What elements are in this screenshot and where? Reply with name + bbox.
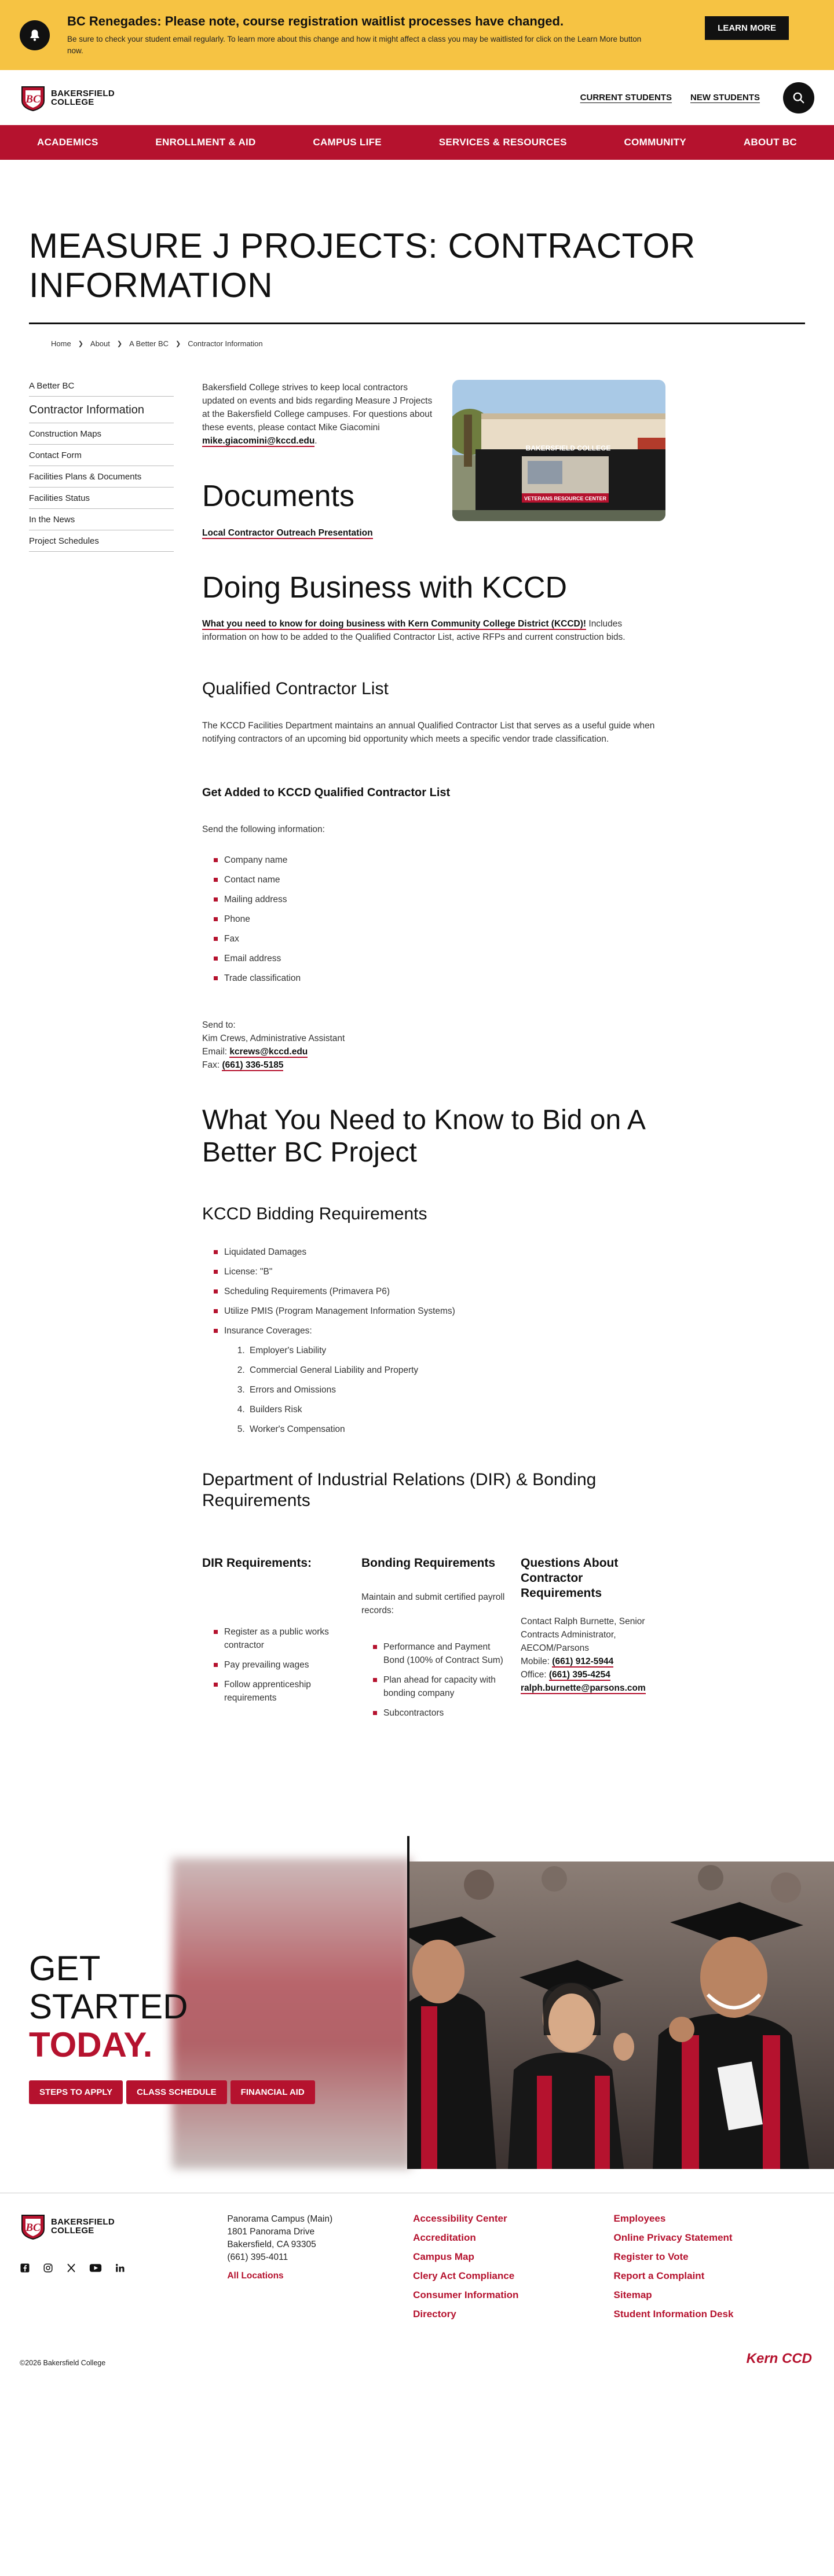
social-links (20, 2263, 227, 2273)
office-label: Office: (521, 1670, 549, 1680)
breadcrumb-about[interactable]: About (90, 339, 110, 348)
list-item: Company name (202, 853, 665, 867)
list-item: Utilize PMIS (Program Management Information Systems) (202, 1305, 665, 1318)
send-to-contact: Kim Crews, Administrative Assistant (202, 1034, 345, 1043)
campus-address (227, 2213, 413, 2328)
footer-link[interactable]: Report a Complaint (613, 2270, 705, 2281)
bonding-requirements-heading: Bonding Requirements (361, 1556, 496, 1570)
bell-icon (20, 20, 50, 50)
main-nav (0, 125, 834, 160)
list-item: Insurance Coverages: (202, 1324, 665, 1338)
footer-link[interactable]: Accreditation (413, 2232, 476, 2243)
list-item: Register as a public works contractor (202, 1625, 347, 1652)
breadcrumb-home[interactable]: Home (51, 339, 71, 348)
sidenav-item[interactable]: Contact Form (29, 445, 174, 466)
documents-heading: Documents (202, 479, 354, 513)
footer-link[interactable]: Register to Vote (613, 2251, 689, 2262)
get-started-line3: TODAY. (29, 2025, 153, 2064)
outreach-presentation-link[interactable]: Local Contractor Outreach Presentation (202, 528, 373, 538)
college-logo[interactable] (20, 85, 115, 111)
steps-to-apply-button[interactable]: STEPS TO APPLY (29, 2080, 123, 2104)
linkedin-icon[interactable] (115, 2263, 125, 2273)
bid-heading: What You Need to Know to Bid on A Better BC Project (202, 1105, 645, 1168)
list-item: 5. Worker's Compensation (247, 1423, 665, 1436)
kcrews-email-link[interactable]: kcrews@kccd.edu (229, 1047, 308, 1057)
bonding-requirements-column (361, 1556, 506, 1726)
list-item: 1. Employer's Liability (247, 1344, 665, 1357)
address-line: Panorama Campus (Main) (227, 2214, 333, 2224)
get-started-buttons (29, 2080, 319, 2104)
footer-logo-line2: COLLEGE (51, 2226, 94, 2236)
bc-logo-icon (20, 85, 46, 111)
sidenav-item[interactable]: Project Schedules (29, 530, 174, 552)
alert-body: Be sure to check your student email regularly. To learn more about this change and how it might affect a class you may be waitlisted for click on the Learn More button now. (67, 34, 642, 55)
bonding-intro: Maintain and submit certified payroll records: (361, 1592, 505, 1615)
bc-logo-icon (20, 2213, 46, 2240)
email-line (521, 1681, 665, 1695)
list-item: Contact name (202, 873, 665, 886)
list-item: Performance and Payment Bond (100% of Contract Sum) (361, 1640, 506, 1667)
building-photo (452, 380, 665, 521)
requirements-columns (202, 1556, 665, 1726)
office-line (521, 1668, 665, 1681)
fax-link[interactable]: (661) 336-5185 (222, 1060, 284, 1070)
list-item: Subcontractors (361, 1706, 506, 1720)
sidenav-item[interactable]: Construction Maps (29, 423, 174, 445)
list-item: Phone (202, 913, 665, 926)
address-line: Bakersfield, CA 93305 (227, 2240, 316, 2249)
chevron-right-icon: ❯ (78, 340, 83, 347)
footer-link[interactable]: Employees (613, 2213, 666, 2224)
dir-requirements-column (202, 1556, 347, 1726)
intro-period: . (314, 436, 317, 446)
footer-links-col1 (413, 2213, 613, 2328)
kern-ccd-logo[interactable]: Kern CCD (746, 2351, 812, 2366)
new-students-link[interactable]: NEW STUDENTS (690, 93, 760, 102)
send-to-block (202, 1018, 665, 1072)
footer-link[interactable]: Consumer Information (413, 2289, 519, 2300)
learn-more-button[interactable]: LEARN MORE (705, 16, 789, 40)
photo-sign-text: BAKERSFIELD COLLEGE (525, 444, 611, 452)
footer-link[interactable]: Campus Map (413, 2251, 474, 2262)
side-nav (29, 381, 174, 1726)
bidding-requirements-list (202, 1245, 665, 1338)
list-item: Mailing address (202, 893, 665, 906)
youtube-icon[interactable] (89, 2263, 102, 2273)
sidenav-item[interactable]: Facilities Plans & Documents (29, 466, 174, 488)
graduates-photo (409, 1862, 834, 2169)
email-label: Email: (202, 1047, 230, 1057)
list-item: 2. Commercial General Liability and Property (247, 1364, 665, 1377)
sidenav-current[interactable]: Contractor Information (29, 397, 174, 423)
bidding-requirements-heading: KCCD Bidding Requirements (202, 1204, 427, 1223)
svg-text:BC: BC (25, 2222, 41, 2234)
copyright: ©2026 Bakersfield College (20, 2359, 106, 2367)
facebook-icon[interactable] (20, 2263, 30, 2273)
photo-banner-text: VETERANS RESOURCE CENTER (524, 496, 607, 501)
mobile-label: Mobile: (521, 1657, 553, 1666)
list-item: Trade classification (202, 972, 665, 985)
qcl-heading: Qualified Contractor List (202, 679, 389, 698)
breadcrumb (51, 339, 805, 348)
questions-contact: Contact Ralph Burnette, Senior Contracts Administrator, AECOM/Parsons (521, 1617, 645, 1653)
sidenav-item[interactable]: In the News (29, 509, 174, 530)
footer-logo[interactable] (20, 2213, 227, 2240)
breadcrumb-current: Contractor Information (188, 339, 263, 348)
footer-logo-line1: BAKERSFIELD (51, 2217, 115, 2227)
get-added-heading: Get Added to KCCD Qualified Contractor List (202, 786, 451, 799)
mobile-phone-link[interactable]: (661) 912-5944 (552, 1657, 614, 1666)
breadcrumb-a-better-bc[interactable]: A Better BC (129, 339, 169, 348)
list-item: 4. Builders Risk (247, 1403, 665, 1416)
class-schedule-button[interactable]: CLASS SCHEDULE (126, 2080, 227, 2104)
sidenav-item[interactable]: Facilities Status (29, 488, 174, 509)
list-item: 3. Errors and Omissions (247, 1383, 665, 1397)
instagram-icon[interactable] (43, 2263, 53, 2273)
address-line: 1801 Panorama Drive (227, 2227, 315, 2237)
list-item: Pay prevailing wages (202, 1658, 347, 1672)
qcl-paragraph: The KCCD Facilities Department maintains an annual Qualified Contractor List that serves as a useful guide when notifying contractors of an upcoming bid opportunity which meets a specific vendor trade classification. (202, 721, 655, 744)
footer-link[interactable]: Clery Act Compliance (413, 2270, 515, 2281)
current-students-link[interactable]: CURRENT STUDENTS (580, 93, 672, 102)
dir-heading: Department of Industrial Relations (DIR) & Bonding Requirements (202, 1470, 597, 1510)
footer-link[interactable]: Directory (413, 2308, 456, 2320)
footer-link[interactable]: Sitemap (613, 2289, 652, 2300)
mobile-line (521, 1655, 665, 1668)
footer-link[interactable]: Online Privacy Statement (613, 2232, 733, 2243)
sidenav-parent[interactable]: A Better BC (29, 381, 174, 397)
address-phone: (661) 395-4011 (227, 2252, 288, 2262)
chevron-right-icon: ❯ (175, 340, 181, 347)
doing-business-paragraph (202, 617, 654, 644)
bonding-requirements-list (361, 1640, 506, 1720)
questions-column (521, 1556, 665, 1726)
svg-text:BC: BC (25, 93, 41, 105)
title-divider (29, 323, 805, 324)
intro-text: Bakersfield College strives to keep local contractors updated on events and bids regarding Measure J Projects at the Bakersfield College campuses. For questions about these events, please contact Mike Giacomini (202, 383, 433, 433)
doing-business-heading: Doing Business with KCCD (202, 571, 568, 604)
dir-requirements-heading: DIR Requirements: (202, 1556, 312, 1570)
doing-business-link[interactable]: What you need to know for doing business with Kern Community College District (KCCD)! (202, 619, 587, 629)
alert-title: BC Renegades: Please note, course registration waitlist processes have changed. (67, 13, 564, 28)
required-info-list (202, 853, 665, 985)
get-started-section (0, 1836, 834, 2193)
logo-line2: COLLEGE (51, 97, 94, 107)
giacomini-email-link[interactable]: mike.giacomini@kccd.edu (202, 436, 315, 446)
site-header (0, 70, 834, 125)
list-item: Scheduling Requirements (Primavera P6) (202, 1285, 665, 1298)
nav-services-resources[interactable]: SERVICES & RESOURCES (438, 137, 567, 148)
main-content (202, 381, 665, 1726)
footer-link[interactable]: Student Information Desk (613, 2308, 734, 2320)
doing-business-text: Includes information on how to be added to the Qualified Contractor List, active RFPs and current construction bids. (202, 619, 626, 642)
insurance-coverages-list (202, 1344, 665, 1436)
get-started-line2: STARTED (29, 1987, 188, 2026)
footer-links-col2 (614, 2213, 814, 2328)
list-item: Follow apprenticeship requirements (202, 1678, 347, 1705)
alert-banner (0, 0, 834, 70)
send-to-label: Send to: (202, 1020, 236, 1030)
office-phone-link[interactable]: (661) 395-4254 (548, 1670, 610, 1680)
fax-label: Fax: (202, 1060, 222, 1070)
nav-enrollment-aid[interactable]: ENROLLMENT & AID (155, 137, 256, 148)
nav-about-bc[interactable]: ABOUT BC (743, 137, 797, 148)
list-item: Liquidated Damages (202, 1245, 665, 1259)
list-item: License: "B" (202, 1265, 665, 1278)
nav-community[interactable]: COMMUNITY (624, 137, 687, 148)
nav-academics[interactable]: ACADEMICS (37, 137, 98, 148)
list-item: Email address (202, 952, 665, 965)
page-title: MEASURE J PROJECTS: CONTRACTOR INFORMATION (29, 226, 696, 305)
questions-heading: Questions About Contractor Requirements (521, 1556, 619, 1600)
get-added-intro: Send the following information: (202, 825, 325, 834)
financial-aid-button[interactable]: FINANCIAL AID (231, 2080, 315, 2104)
search-icon (792, 91, 805, 104)
search-button[interactable] (783, 82, 814, 113)
logo-line1: BAKERSFIELD (51, 88, 115, 98)
chevron-right-icon: ❯ (116, 340, 123, 347)
burnette-email-link[interactable]: ralph.burnette@parsons.com (521, 1683, 646, 1693)
all-locations-link[interactable]: All Locations (227, 2271, 284, 2281)
x-twitter-icon[interactable] (66, 2263, 76, 2273)
footer-link[interactable]: Accessibility Center (413, 2213, 507, 2224)
list-item: Fax (202, 932, 665, 946)
nav-campus-life[interactable]: CAMPUS LIFE (313, 137, 382, 148)
site-footer (0, 2193, 834, 2419)
list-item: Plan ahead for capacity with bonding company (361, 1673, 506, 1700)
get-started-line1: GET (29, 1949, 101, 1988)
dir-requirements-list (202, 1625, 347, 1705)
get-started-title (29, 1950, 319, 2064)
